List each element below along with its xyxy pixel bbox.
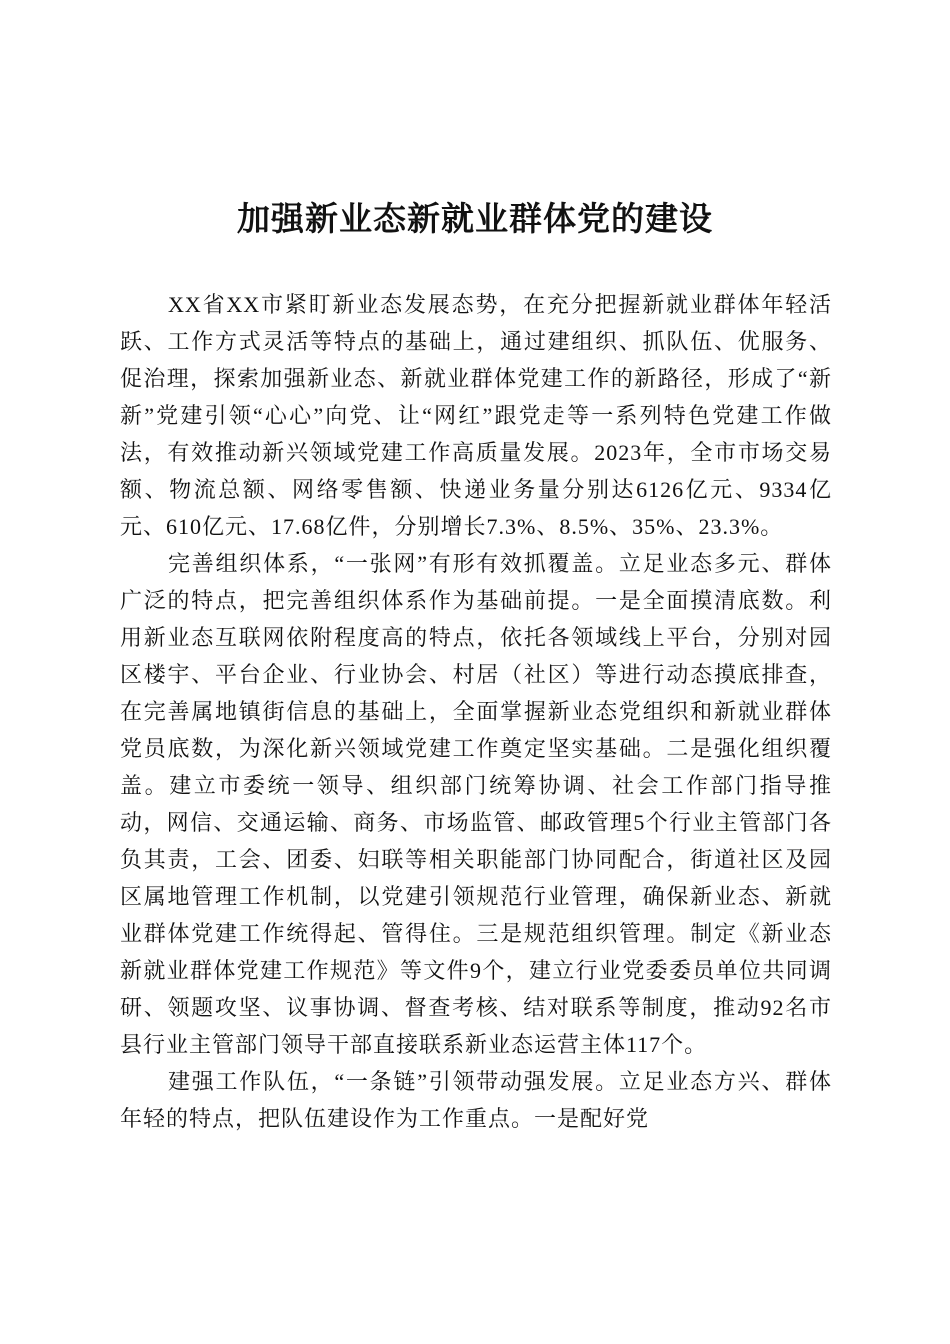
document-body [120, 286, 832, 1137]
paragraph-work-team: 建强工作队伍，“一条链”引领带动强发展。立足业态方兴、群体年轻的特点，把队伍建设作为工作重点。一是配好党 [120, 1069, 832, 1131]
paragraph-organization-system: 完善组织体系，“一张网”有形有效抓覆盖。立足业态多元、群体广泛的特点，把完善组织体系作为基础前提。一是全面摸清底数。利用新业态互联网依附程度高的特点，依托各领域线上平台，分别对园区楼宇、平台企业、行业协会、村居（社区）等进行动态摸底排查，在完善属地镇街信息的基础上，全面掌握新业态党组织和新就业群体党员底数，为深化新兴领域党建工作奠定坚实基础。二是强化组织覆盖。建立市委统一领导、组织部门统筹协调、社会工作部门指导推动，网信、交通运输、商务、市场监管、邮政管理5个行业主管部门各负其责，工会、团委、妇联等相关职能部门协同配合，街道社区及园区属地管理工作机制，以党建引领规范行业管理，确保新业态、新就业群体党建工作统得起、管得住。三是规范组织管理。制定《新业态新就业群体党建工作规范》等文件9个，建立行业党委委员单位共同调研、领题攻坚、议事协调、督查考核、结对联系等制度，推动92名市县行业主管部门领导干部直接联系新业态运营主体117个。 [120, 551, 832, 1057]
paragraph-intro: XX省XX市紧盯新业态发展态势，在充分把握新就业群体年轻活跃、工作方式灵活等特点的基础上，通过建组织、抓队伍、优服务、促治理，探索加强新业态、新就业群体党建工作的新路径，形成了“新新”党建引领“心心”向党、让“网红”跟党走等一系列特色党建工作做法，有效推动新兴领域党建工作高质量发展。2023年，全市市场交易额、物流总额、网络零售额、快递业务量分别达6126亿元、9334亿元、610亿元、17.68亿件，分别增长7.3%、8.5%、35%、23.3%。 [120, 292, 832, 539]
document-title: 加强新业态新就业群体党的建设 [237, 202, 713, 238]
